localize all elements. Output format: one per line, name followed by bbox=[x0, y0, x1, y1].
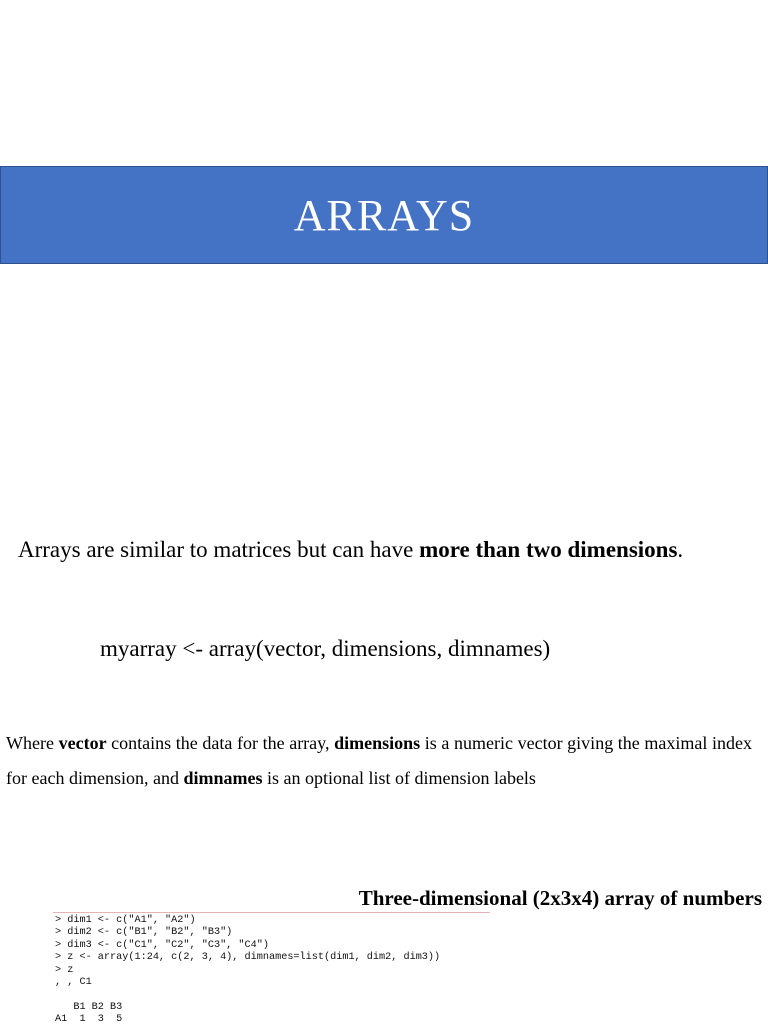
para-text: Where bbox=[6, 733, 59, 753]
syntax-line: myarray <- array(vector, dimensions, dimnames) bbox=[100, 636, 551, 661]
r-console-output bbox=[55, 915, 490, 1024]
code-line: > z <- array(1:24, c(2, 3, 4), dimnames=list(dim1, dim2, dim3)) bbox=[55, 952, 441, 964]
code-line: > dim1 <- c("A1", "A2") bbox=[55, 915, 196, 926]
intro-suffix: . bbox=[677, 537, 684, 562]
para-text: contains the data for the array, bbox=[106, 733, 335, 753]
term-dimnames: dimnames bbox=[183, 768, 263, 788]
title-banner bbox=[0, 166, 768, 264]
intro-text bbox=[18, 537, 766, 563]
description-paragraph bbox=[6, 726, 752, 796]
code-line: B1 B2 B3 bbox=[73, 1001, 123, 1013]
intro-prefix: Arrays are similar to matrices but can have bbox=[18, 537, 420, 562]
code-top-rule bbox=[53, 912, 490, 913]
code-line: > dim3 <- c("C1", "C2", "C3", "C4") bbox=[55, 939, 269, 951]
para-text: is a numeric vector giving the maximal index for each dimension, and bbox=[6, 733, 753, 788]
code-line: , , C1 bbox=[55, 977, 92, 989]
term-vector: vector bbox=[58, 733, 107, 753]
code-line: > dim2 <- c("B1", "B2", "B3") bbox=[55, 927, 233, 939]
code-line: A1 1 3 5 bbox=[55, 1014, 123, 1024]
para-text: is an optional list of dimension labels bbox=[262, 768, 536, 788]
example-caption: Three-dimensional (2x3x4) array of numbers bbox=[358, 886, 762, 910]
intro-bold-phrase: more than two dimensions bbox=[419, 537, 678, 562]
slide-title: ARRAYS bbox=[293, 190, 475, 240]
term-dimensions: dimensions bbox=[334, 733, 421, 753]
code-line: > z bbox=[55, 964, 74, 976]
code-screenshot bbox=[53, 912, 490, 1024]
